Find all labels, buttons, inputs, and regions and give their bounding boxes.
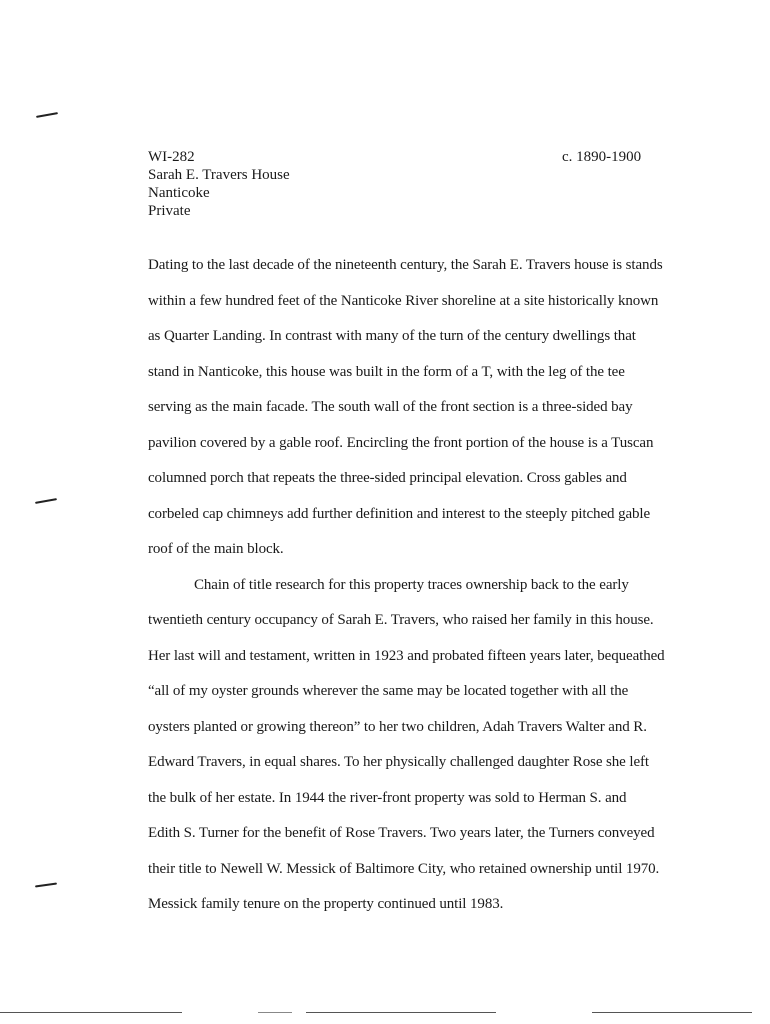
text-line: Chain of title research for this property traces ownership back to the early — [194, 576, 629, 593]
margin-pen-mark — [35, 882, 57, 887]
text-line: Edward Travers, in equal shares. To her physically challenged daughter Rose she left — [148, 754, 649, 770]
paragraph-1 — [148, 254, 666, 574]
footer-rule — [592, 1012, 752, 1013]
paragraph-2 — [148, 574, 666, 929]
text-line: Edith S. Turner for the benefit of Rose Travers. Two years later, the Turners conveyed — [148, 825, 655, 841]
text-line: the bulk of her estate. In 1944 the river-front property was sold to Herman S. and — [148, 789, 627, 806]
property-location: Nanticoke — [148, 185, 210, 201]
text-line: roof of the main block. — [148, 541, 284, 557]
text-line: serving as the main facade. The south wall of the front section is a three-sided bay — [148, 399, 633, 415]
text-line: Messick family tenure on the property continued until 1983. — [148, 896, 504, 912]
text-line: corbeled cap chimneys add further definition and interest to the steeply pitched gable — [148, 505, 651, 522]
text-line: pavilion covered by a gable roof. Encircling the front portion of the house is a Tuscan — [148, 434, 654, 451]
text-line: as Quarter Landing. In contrast with many of the turn of the century dwellings that — [148, 328, 636, 344]
text-line: Dating to the last decade of the nineteenth century, the Sarah E. Travers house is stands — [148, 257, 663, 273]
margin-pen-mark — [36, 112, 58, 118]
text-line: “all of my oyster grounds wherever the same may be located together with all the — [148, 683, 629, 699]
description-body — [148, 254, 666, 929]
margin-pen-mark — [35, 498, 57, 504]
text-line: within a few hundred feet of the Nanticoke River shoreline at a site historically known — [148, 292, 659, 309]
footer-rule — [258, 1012, 292, 1013]
record-id: WI-282 — [148, 149, 195, 165]
text-line: their title to Newell W. Messick of Baltimore City, who retained ownership until 1970. — [148, 860, 660, 877]
text-line: twentieth century occupancy of Sarah E. Travers, who raised her family in this house. — [148, 612, 654, 628]
text-line: Her last will and testament, written in 1923 and probated fifteen years later, bequeathed — [148, 647, 665, 664]
property-name: Sarah E. Travers House — [148, 167, 290, 183]
text-line: oysters planted or growing thereon” to her two children, Adah Travers Walter and R. — [148, 718, 647, 735]
footer-rule — [306, 1012, 496, 1013]
property-ownership: Private — [148, 203, 191, 219]
text-line: columned porch that repeats the three-sided principal elevation. Cross gables and — [148, 470, 627, 486]
text-line: stand in Nanticoke, this house was built in the form of a T, with the leg of the tee — [148, 363, 625, 380]
footer-rule — [0, 1012, 182, 1013]
date-range: c. 1890-1900 — [562, 149, 642, 165]
